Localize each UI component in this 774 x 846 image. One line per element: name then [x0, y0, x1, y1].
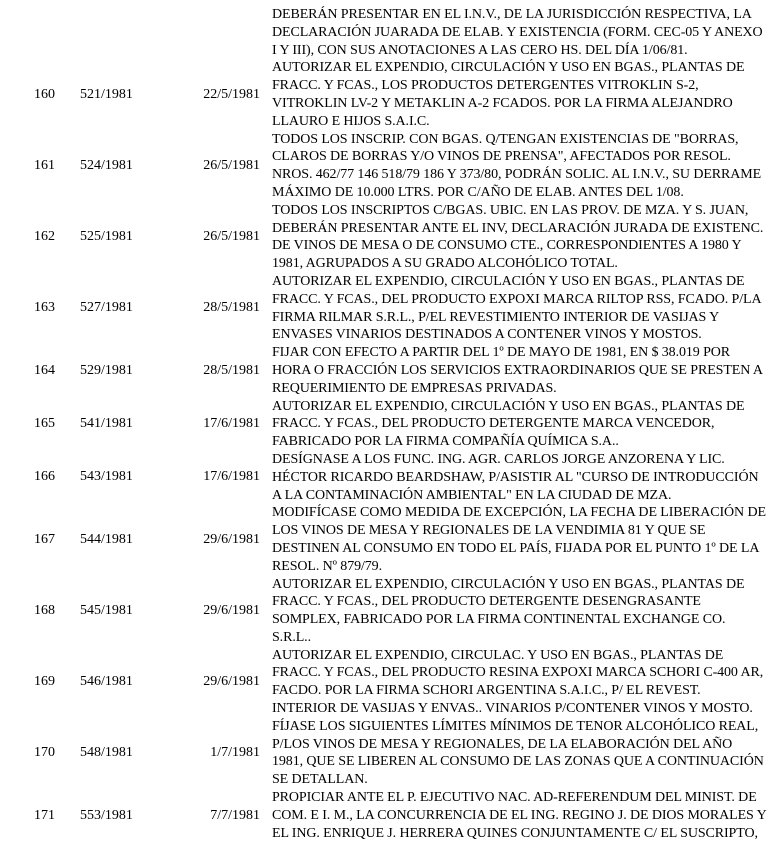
resolution-number: 525/1981 — [80, 229, 133, 245]
resolution-date: 26/5/1981 — [203, 158, 260, 174]
resolution-date: 29/6/1981 — [203, 531, 260, 547]
resolution-text: FÍJASE LOS SIGUIENTES LÍMITES MÍNIMOS DE TENOR ALCOHÓLICO REAL, P/LOS VINOS DE MESA Y REGIONALES, DE LA ELABORACIÓN DEL AÑO 1981, QUE SE LIBEREN AL CONSUMO DE LAS ZONAS QUE A CONTINUACIÓN SE DETALLAN. — [272, 718, 764, 788]
resolution-text: AUTORIZAR EL EXPENDIO, CIRCULACIÓN Y USO EN BGAS., PLANTAS DE FRACC. Y FCAS., LOS PRODUCTOS DETERGENTES VITROKLIN S-2, VITROKLIN LV-2 Y METAKLIN A-2 FCADOS. POR LA FIRMA ALEJANDRO LLAURO E HIJOS S.A.I.C. — [272, 60, 745, 129]
resolution-text: FIJAR CON EFECTO A PARTIR DEL 1º DE MAYO DE 1981, EN $ 38.019 POR HORA O FRACCIÓN LOS SERVICIOS EXTRAORDINARIOS QUE SE PRESTEN A REQUERIMIENTO DE EMPRESAS PRIVADAS. — [272, 345, 763, 396]
resolution-text: DESÍGNASE A LOS FUNC. ING. AGR. CARLOS JORGE ANZORENA Y LIC. HÉCTOR RICARDO BEARDSHAW, P/ASISTIR AL "CURSO DE INTRODUCCIÓN A LA CONTAMINACIÓN AMBIENTAL" EN LA CIUDAD DE MZA. — [272, 451, 759, 503]
resolution-text: AUTORIZAR EL EXPENDIO, CIRCULACIÓN Y USO EN BGAS., PLANTAS DE FRACC. Y FCAS., DEL PRODUCTO DETERGENTE DESENGRASANTE SOMPLEX, FABRICADO POR LA FIRMA CONTINENTAL EXCHANGE CO. S.R.L.. — [272, 576, 745, 645]
resolution-number: 548/1981 — [80, 745, 133, 761]
resolution-date: 29/6/1981 — [203, 603, 260, 618]
row-number: 163 — [34, 300, 55, 316]
resolution-number: 545/1981 — [80, 603, 133, 618]
resolution-date: 17/6/1981 — [203, 469, 260, 485]
table-row — [0, 398, 774, 451]
resolution-date: 26/5/1981 — [203, 229, 260, 245]
resolution-number: 543/1981 — [80, 469, 133, 485]
table-row — [0, 6, 774, 59]
row-number: 171 — [34, 807, 55, 823]
resolution-text: PROPICIAR ANTE EL P. EJECUTIVO NAC. AD-REFERENDUM DEL MINIST. DE COM. E I. M., LA CONCURRENCIA DE EL ING. REGINO J. DE DIOS MORALES Y EL ING. ENRIQUE J. HERRERA QUINES CONJUNTAMENTE C/ EL SUSCRIPTO, — [272, 790, 767, 841]
table-row — [0, 131, 774, 202]
resolution-date: 17/6/1981 — [203, 416, 260, 432]
resolution-text: TODOS LOS INSCRIPTOS C/BGAS. UBIC. EN LAS PROV. DE MZA. Y S. JUAN, DEBERÁN PRESENTAR ANTE EL INV, DECLARACIÓN JURADA DE EXISTENC. DE VINOS DE MESA O DE CONSUMO CTE., CORRESPONDIENTES A 1980 Y 1981, AGRUPADOS A SU GRADO ALCOHÓLICO TOTAL. — [272, 202, 764, 272]
table-row — [0, 504, 774, 575]
table-row — [0, 202, 774, 273]
row-number: 166 — [34, 469, 55, 485]
table-row — [0, 451, 774, 504]
resolution-number: 527/1981 — [80, 300, 133, 316]
table-row — [0, 344, 774, 397]
resolutions-table — [0, 6, 774, 842]
row-number: 168 — [34, 603, 55, 618]
resolution-text: AUTORIZAR EL EXPENDIO, CIRCULACIÓN Y USO EN BGAS., PLANTAS DE FRACC. Y FCAS., DEL PRODUCTO DETERGENTE MARCA VENCEDOR, FABRICADO POR LA FIRMA COMPAÑÍA QUÍMICA S.A.. — [272, 398, 745, 450]
resolution-number: 546/1981 — [80, 674, 133, 690]
resolution-number: 521/1981 — [80, 86, 133, 102]
table-row — [0, 718, 774, 789]
resolution-text: TODOS LOS INSCRIP. CON BGAS. Q/TENGAN EXISTENCIAS DE "BORRAS, CLAROS DE BORRAS Y/O VINOS DE PRENSA", AFECTADOS POR RESOL. NROS. 462/77 146 518/79 186 Y 373/80, PODRÁN SOLIC. AL I.N.V., SU DERRAME MÁXIMO DE 10.000 LTRS. POR C/AÑO DE ELAB. ANTES DEL 1/08. — [272, 131, 762, 200]
resolution-date: 29/6/1981 — [203, 674, 260, 690]
row-number: 170 — [34, 745, 55, 761]
resolution-date: 28/5/1981 — [203, 300, 260, 316]
table-row — [0, 789, 774, 842]
row-number: 169 — [34, 674, 55, 690]
table-row — [0, 647, 774, 718]
resolution-date: 7/7/1981 — [210, 807, 260, 823]
resolution-text: AUTORIZAR EL EXPENDIO, CIRCULACIÓN Y USO EN BGAS., PLANTAS DE FRACC. Y FCAS., DEL PRODUCTO EXPOXI MARCA RILTOP RSS, FCADO. P/LA FIRMA RILMAR S.R.L., P/EL REVESTIMIENTO INTERIOR DE VASIJAS Y ENVASES VINARIOS DESTINADOS A CONTENER VINOS Y MOSTOS. — [272, 273, 762, 343]
table-row — [0, 59, 774, 130]
resolution-number: 553/1981 — [80, 807, 133, 823]
resolution-number: 524/1981 — [80, 158, 133, 174]
resolution-number: 529/1981 — [80, 362, 133, 378]
row-number: 165 — [34, 416, 55, 432]
row-number: 167 — [34, 531, 55, 547]
resolution-number: 544/1981 — [80, 531, 133, 547]
row-number: 160 — [34, 86, 55, 102]
resolution-text: AUTORIZAR EL EXPENDIO, CIRCULAC. Y USO EN BGAS., PLANTAS DE FRACC. Y FCAS., DEL PRODUCTO RESINA EXPOXI MARCA SCHORI C-400 AR, FACDO. POR LA FIRMA SCHORI ARGENTINA S.A.I.C., P/ EL REVEST. INTERIOR DE VASIJAS Y ENVAS.. VINARIOS P/CONTENER VINOS Y MOSTO. — [272, 647, 764, 717]
row-number: 164 — [34, 362, 55, 378]
table-row — [0, 273, 774, 344]
resolution-text: DEBERÁN PRESENTAR EN EL I.N.V., DE LA JURISDICCIÓN RESPECTIVA, LA DECLARACIÓN JUARADA DE ELAB. Y EXISTENCIA (FORM. CEC-05 Y ANEXO I Y III), CON SUS ANOTACIONES A LAS CERO HS. DEL DÍA 1/06/81. — [272, 7, 763, 58]
row-number: 161 — [34, 158, 55, 174]
resolution-number: 541/1981 — [80, 416, 133, 432]
row-number: 162 — [34, 229, 55, 245]
resolution-text: MODIFÍCASE COMO MEDIDA DE EXCEPCIÓN, LA FECHA DE LIBERACIÓN DE LOS VINOS DE MESA Y REGIONALES DE LA VENDIMIA 81 Y QUE SE DESTINEN AL CONSUMO EN TODO EL PAÍS, FIJADA POR EL PUNTO 1º DE LA RESOL. Nº 879/79. — [272, 505, 766, 574]
resolution-date: 28/5/1981 — [203, 362, 260, 378]
table-row — [0, 576, 774, 647]
resolution-date: 22/5/1981 — [203, 86, 260, 102]
resolution-date: 1/7/1981 — [210, 745, 260, 761]
